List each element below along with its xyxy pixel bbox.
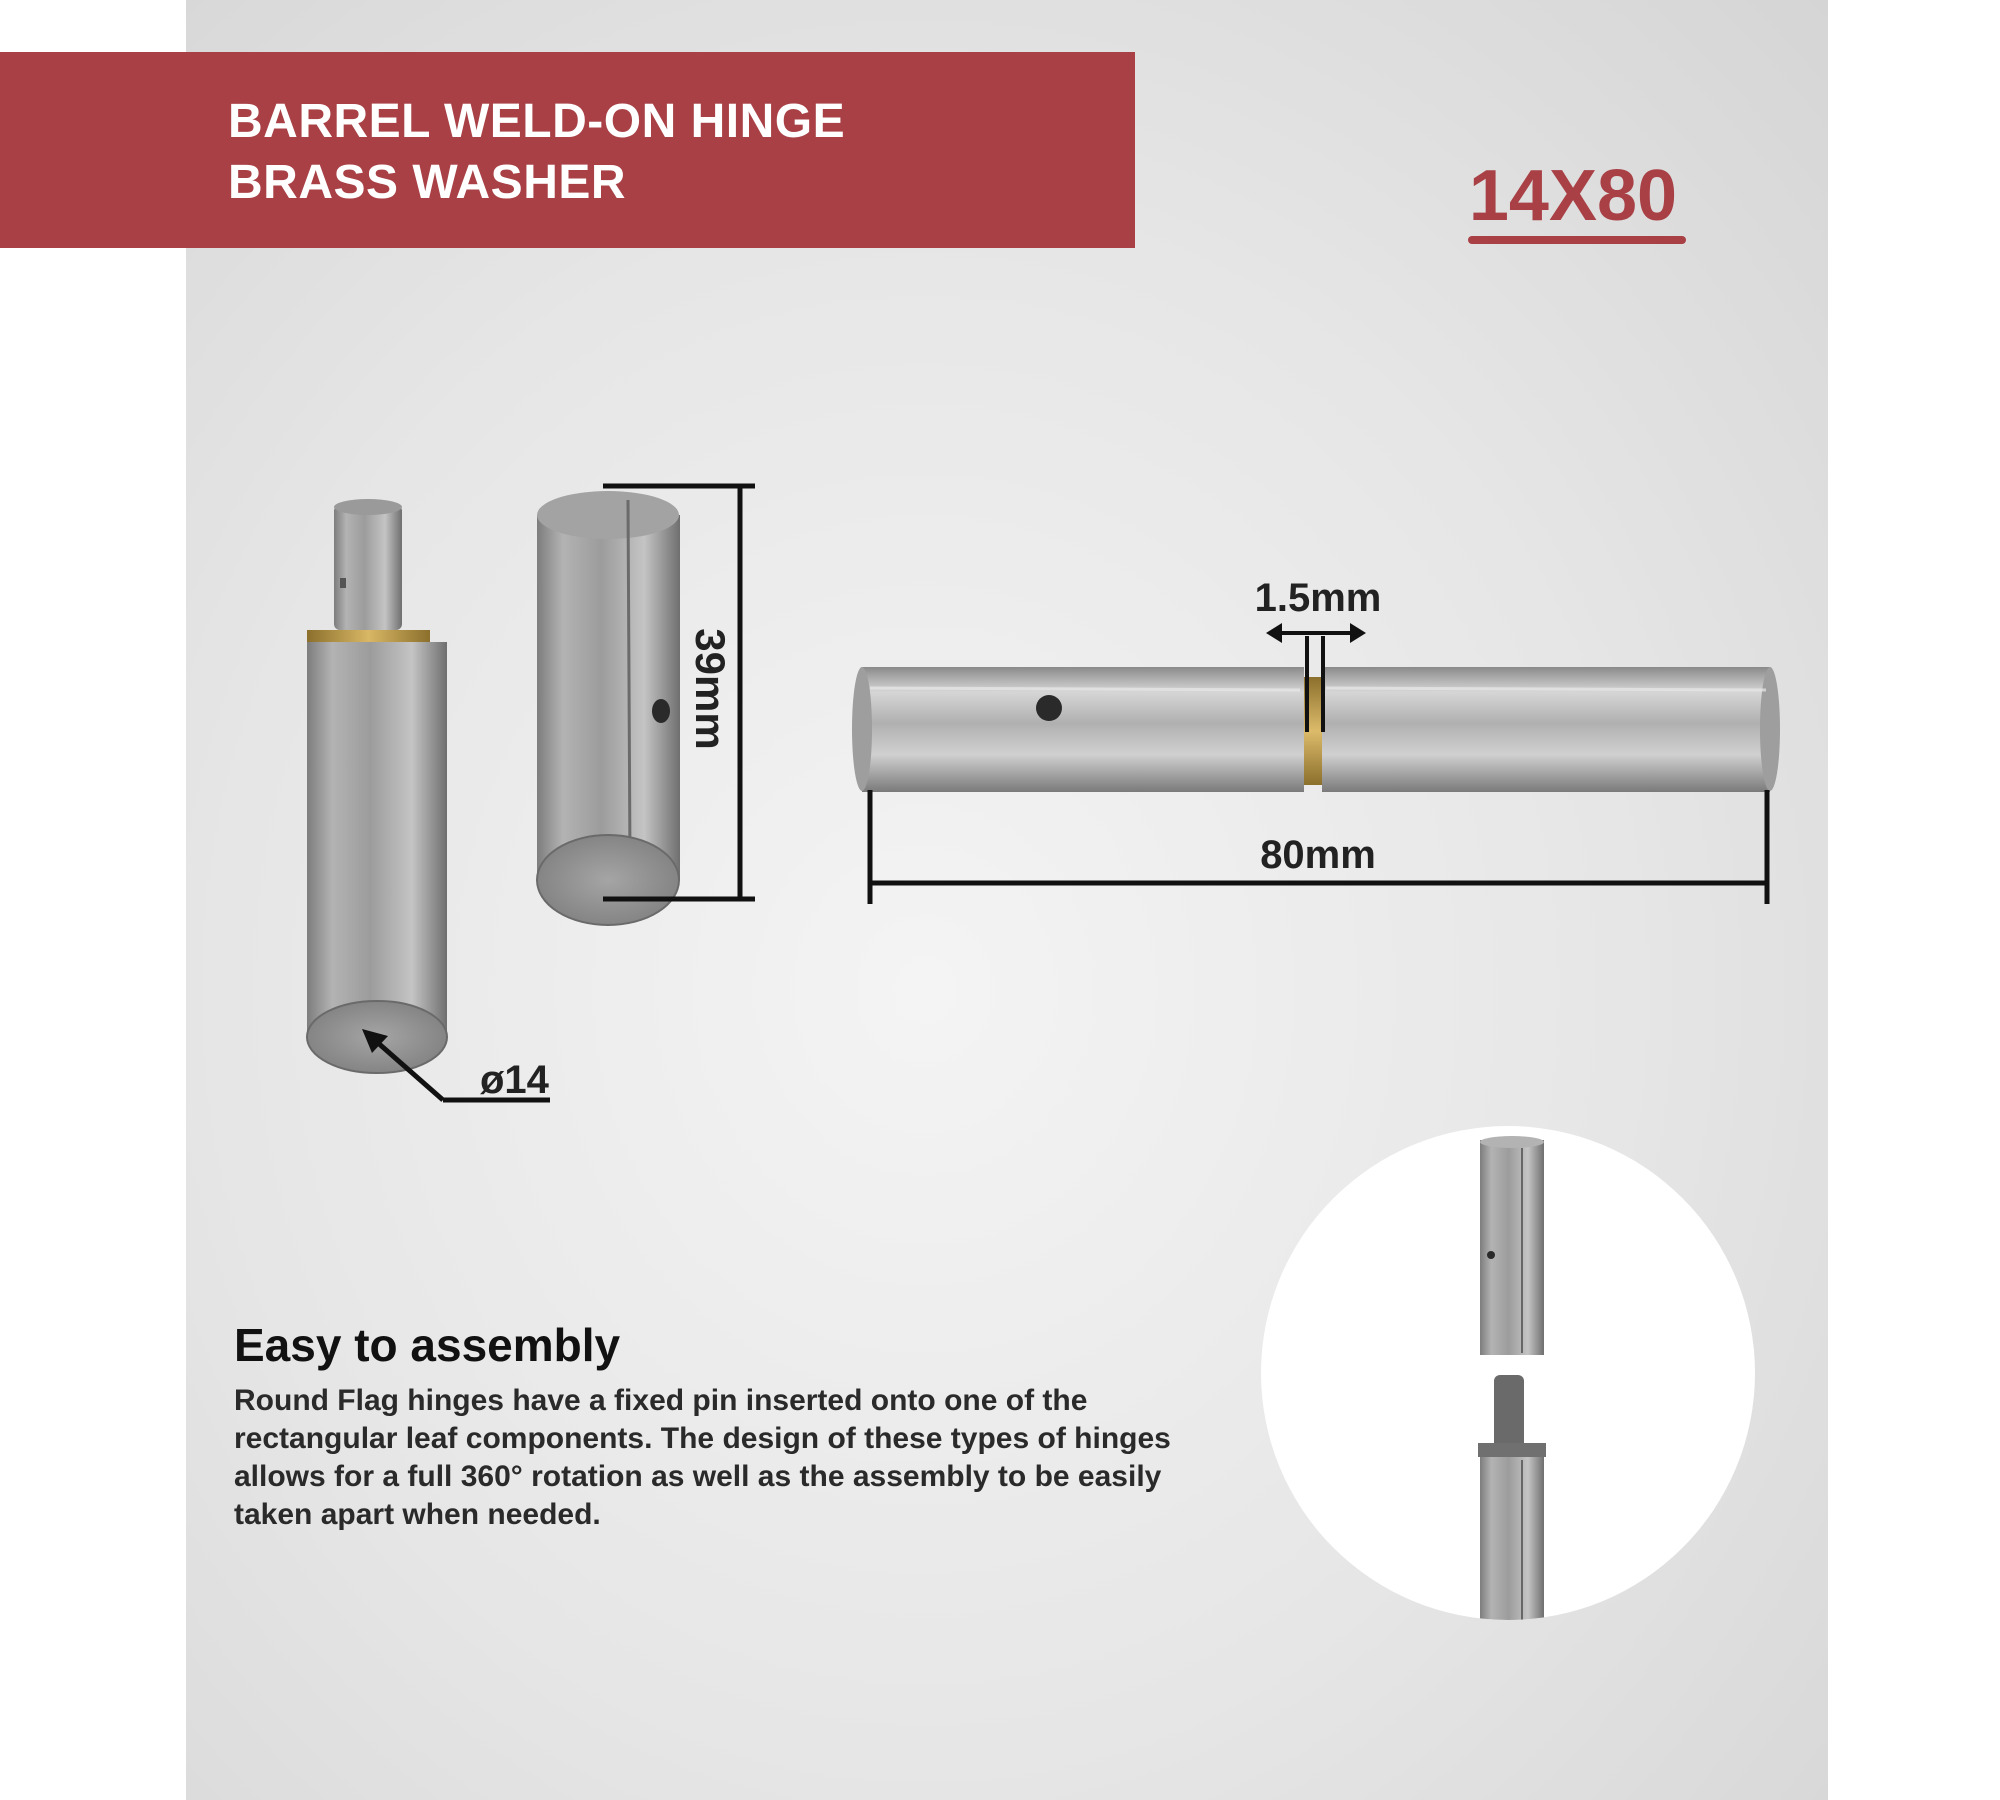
feature-description: Round Flag hinges have a fixed pin inserted onto one of the rectangular leaf components. The design of these types of hinges allows for a full 360° rotation as well as the assembly to be easily taken apart when needed. (234, 1384, 1171, 1531)
washer-label: 1.5mm (1254, 576, 1382, 620)
hinge-pin-part (307, 499, 447, 1073)
length-label: 39mm (687, 628, 734, 750)
hinge-barrel-part (537, 491, 680, 925)
product-title-line-2: BRASS WASHER (228, 156, 627, 209)
diameter-label: ø14 (480, 1058, 549, 1102)
assembled-hinge (852, 667, 1780, 792)
total-length-label: 80mm (1260, 833, 1376, 877)
disassembly-inset (1261, 1126, 1755, 1640)
feature-heading: Easy to assembly (234, 1319, 621, 1371)
size-label: 14X80 (1468, 156, 1678, 236)
product-title-line-1: BARREL WELD-ON HINGE (228, 95, 846, 148)
